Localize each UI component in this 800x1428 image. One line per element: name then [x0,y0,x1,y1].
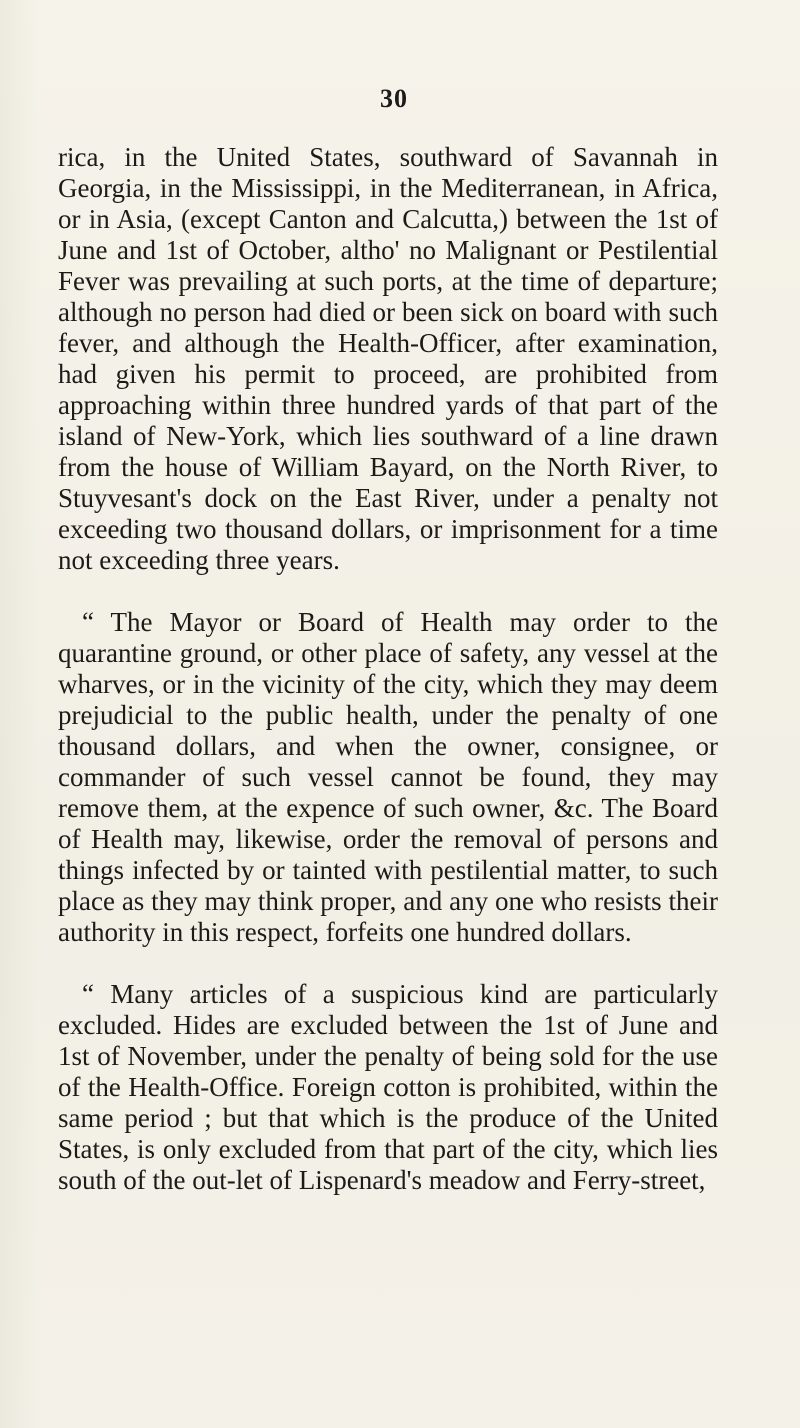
paragraph-quarantine-vessels: rica, in the United States, southward of Savannah in Georgia, in the Mississippi, in the Mediterranean, in Africa, or in Asia, (except Canton and Calcutta,) between the 1st of June and 1st of October, altho' no Malignant or Pestilential Fever was prevailing at such ports, at the time of departure; although no person had died or been sick on board with such fever, and although the Health-Officer, after examination, had given his permit to proceed, are prohibited from approaching within three hundred yards of that part of the island of New-York, which lies southward of a line drawn from the house of William Bayard, on the North River, to Stuyvesant's dock on the East River, under a penalty not exceeding two thousand dollars, or imprisonment for a time not exceeding three years. [58,142,718,575]
page-number: 30 [380,84,408,113]
page-fold-shadow [0,0,40,1428]
paragraph-board-of-health: “ The Mayor or Board of Health may order to the quarantine ground, or other place of safety, any vessel at the wharves, or in the vicinity of the city, which they may deem prejudicial to the public health, under the penalty of one thousand dollars, and when the owner, consignee, or commander of such vessel cannot be found, they may remove them, at the expence of such owner, &c. The Board of Health may, likewise, order the removal of persons and things infected by or tainted with pestilential matter, to such place as they may think proper, and any one who resists their authority in this respect, forfeits one hundred dollars. [58,607,718,947]
paragraph-suspicious-articles: “ Many articles of a suspicious kind are particularly excluded. Hides are excluded between the 1st of June and 1st of November, under the penalty of being sold for the use of the Health-Office. Foreign cotton is prohibited, within the same period ; but that which is the produce of the United States, is only excluded from that part of the city, which lies south of the out-let of Lispenard's meadow and Ferry-street, [58,979,718,1195]
body-text [58,142,718,1196]
